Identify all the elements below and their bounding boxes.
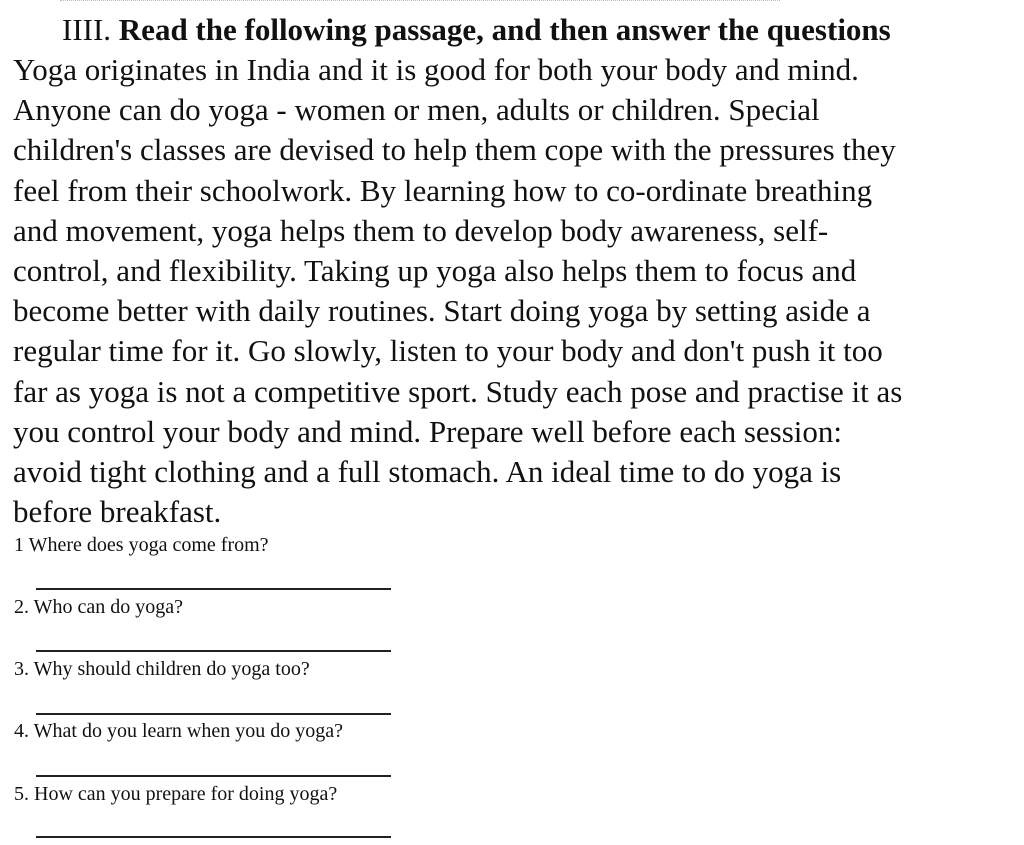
question-1: 1 Where does yoga come from?	[14, 534, 269, 556]
passage-line: you control your body and mind. Prepare well before each session:	[13, 413, 843, 449]
section-number: IIII.	[62, 12, 112, 47]
question-2: 2. Who can do yoga?	[14, 596, 184, 618]
passage-line: Yoga originates in India and it is good for both your body and mind.	[13, 52, 859, 87]
passage-line: far as yoga is not a competitive sport. Study each pose and practise it as	[13, 373, 903, 409]
passage-line: before breakfast.	[13, 494, 222, 530]
passage-line: and movement, yoga helps them to develop body awareness, self-	[13, 212, 829, 248]
passage-line: feel from their schoolwork. By learning how to co-ordinate breathing	[13, 172, 873, 208]
passage-line: Anyone can do yoga - women or men, adults or children. Special	[13, 92, 820, 128]
passage-line: regular time for it. Go slowly, listen to your body and don't push it too	[13, 333, 883, 369]
answer-field-4[interactable]	[36, 775, 391, 777]
question-3: 3. Why should children do yoga too?	[14, 658, 310, 680]
passage-line: control, and flexibility. Taking up yoga also helps them to focus and	[13, 253, 857, 289]
answer-field-5[interactable]	[36, 836, 391, 838]
answer-field-2[interactable]	[36, 650, 391, 652]
passage-line: avoid tight clothing and a full stomach. An ideal time to do yoga is	[13, 454, 842, 490]
answer-field-1[interactable]	[36, 588, 391, 590]
question-5: 5. How can you prepare for doing yoga?	[14, 783, 338, 805]
passage-line: children's classes are devised to help them cope with the pressures they	[13, 132, 896, 168]
top-divider	[60, 0, 780, 3]
section-title: Read the following passage, and then answer the questions	[118, 12, 891, 47]
section-heading	[62, 10, 891, 50]
passage-line: become better with daily routines. Start doing yoga by setting aside a	[13, 293, 871, 329]
reading-passage	[13, 50, 1018, 532]
question-4: 4. What do you learn when you do yoga?	[14, 720, 343, 742]
answer-field-3[interactable]	[36, 713, 391, 715]
